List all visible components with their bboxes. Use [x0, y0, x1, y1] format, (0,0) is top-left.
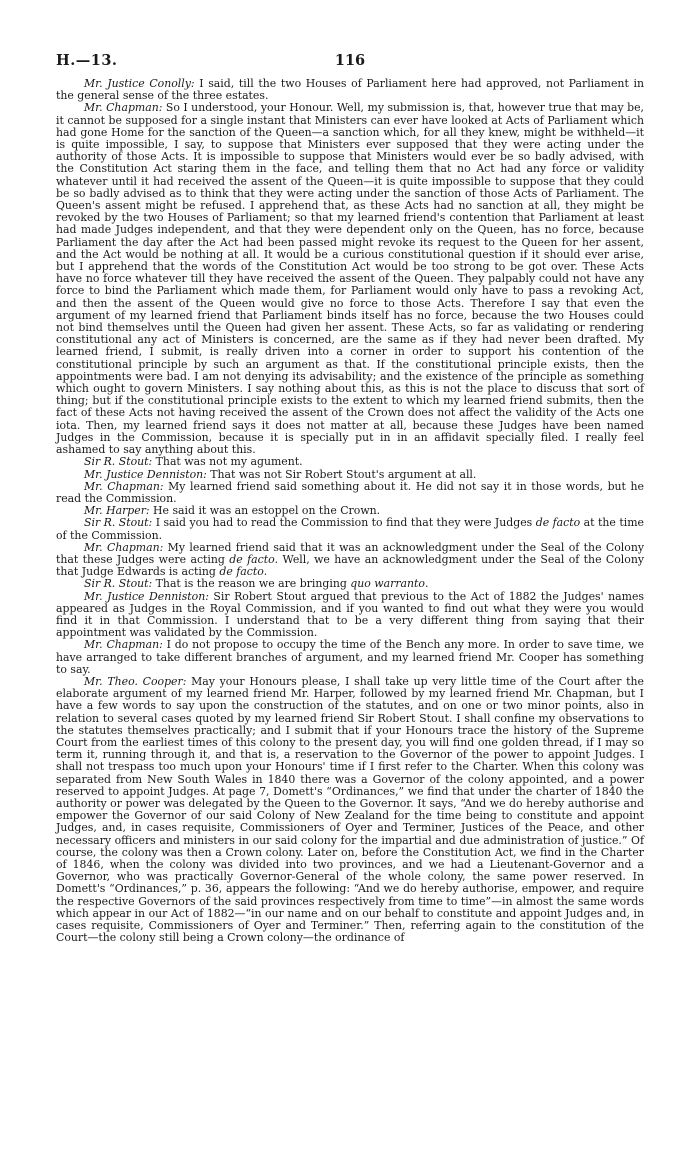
- paragraph-text: That is the reason we are bringing quo warranto.: [152, 577, 429, 591]
- paragraph-text: I said, till the two Houses of Parliament here had approved, not Parliament in the general sense of the three estates.: [56, 77, 644, 103]
- speaker-name: Sir R. Stout:: [84, 455, 153, 469]
- speaker-name: Mr. Chapman:: [84, 540, 164, 554]
- paragraph-text: I do not propose to occupy the time of the Bench any more. In order to save time, we have arranged to take different branches of argument, and my learned friend Mr. Cooper has something to say.: [56, 638, 644, 676]
- transcript-paragraph: [56, 542, 644, 579]
- speaker-name: Sir R. Stout:: [84, 577, 153, 591]
- paragraph-text: My learned friend said something about it. He did not say it in those words, but he read the Commission.: [56, 479, 644, 505]
- transcript-body: [56, 78, 644, 944]
- page-header: [56, 52, 644, 72]
- paragraph-text: That was not Sir Robert Stout's argument at all.: [206, 467, 477, 481]
- transcript-paragraph: [56, 517, 644, 541]
- page-number: 116: [334, 52, 366, 69]
- paragraph-text: That was not my agument.: [152, 455, 303, 469]
- transcript-paragraph: [56, 102, 644, 456]
- speaker-name: Sir R. Stout:: [84, 516, 153, 530]
- transcript-paragraph: [56, 639, 644, 676]
- paragraph-text: Sir Robert Stout argued that previous to the Act of 1882 the Judges' names appeared as Judges in the Royal Commission, and if you wanted to find out what they were you would find it in that Commission. I understand that to be a very different thing from saying that their appointment was validated by the Commission.: [56, 589, 645, 640]
- paragraph-text: My learned friend said that it was an acknowledgment under the Seal of the Colony that these Judges were acting de facto. Well, we have an acknowledgment under the Seal of the Colony that Judge Edwards is acting de facto.: [56, 540, 644, 579]
- transcript-paragraph: [56, 78, 644, 102]
- speaker-name: Mr. Chapman:: [84, 101, 163, 115]
- transcript-paragraph: [56, 481, 644, 505]
- document-reference: H.—13.: [56, 52, 118, 69]
- speaker-name: Mr. Chapman:: [84, 479, 164, 493]
- speaker-name: Mr. Harper:: [84, 504, 150, 518]
- speaker-name: Mr. Justice Conolly:: [84, 77, 195, 90]
- speaker-name: Mr. Chapman:: [84, 638, 163, 652]
- paragraph-text: May your Honours please, I shall take up very little time of the Court after the elaborate argument of my learned friend Mr. Harper, followed by my learned friend Mr. Chapman, but I have a few words to say upon the construction of the statutes, and on one or two minor points, also in relation to several cases quoted by my learned friend Sir Robert Stout. I shall confine my observations to the statutes themselves practically; and I submit that if your Honours trace the history of the Supreme Court from the earliest times of this colony to the present day, you will find one golden thread, if I may so term it, running through it, and that is, a reservation to the Governor of the power to appoint Judges. I shall not trespass too much upon your Honours' time if I first refer to the Charter. When this colony was separated from New South Wales in 1840 there was a Governor of the colony appointed, and a power reserved to appoint Judges. At page 7, Domett's “Ordinances,” we find that under the charter of 1840 the authority or power was delegated by the Queen to the Governor. It says, “And we do hereby authorise and empower the Governor of our said Colony of New Zealand for the time being to constitute and appoint Judges, and, in cases requisite, Commissioners of Oyer and Terminer, Justices of the Peace, and other necessary officers and ministers in our said colony for the impartial and due administration of justice.” Of course, the colony was then a Crown colony. Later on, before the Constitution Act, we find in the Charter of 1846, when the colony was divided into two provinces, and we had a Lieutenant-Governor and a Governor, who was practically Governor-General of the whole colony, the same power reserved. In Domett's “Ordinances,” p. 36, appears the following: “And we do hereby authorise, empower, and require the respective Governors of the said provinces respectively from time to time”—in almost the same words which appear in our Act of 1882—“in our name and on our behalf to constitute and appoint Judges and, in cases requisite, Commissioners of Oyer and Terminer.” Then, referring again to the constitution of the Court—the colony still being a Crown colony—the ordinance of: [56, 674, 644, 945]
- paragraph-text: He said it was an estoppel on the Crown.: [149, 504, 381, 518]
- paragraph-text: I said you had to read the Commission to find that they were Judges de facto at the time of the Commission.: [56, 516, 644, 542]
- transcript-paragraph: [56, 676, 644, 944]
- transcript-paragraph: [56, 591, 644, 640]
- speaker-name: Mr. Theo. Cooper:: [84, 674, 187, 688]
- speaker-name: Mr. Justice Denniston:: [84, 589, 209, 603]
- speaker-name: Mr. Justice Denniston:: [84, 467, 207, 481]
- paragraph-text: So I understood, your Honour. Well, my submission is, that, however true that may be, it cannot be supposed for a single instant that Ministers can ever have looked at Acts of Parliament which had gone Home for the sanction of the Queen—a sanction which, for all they knew, might be withheld—it is quite impossible, I say, to suppose that Ministers ever supposed that they were acting under the authority of those Acts. It is impossible to suppose that Ministers would ever be so badly advised, with the Constitution Act staring them in the face, and telling them that no Act had any force or validity whatever until it had received the assent of the Queen—it is quite impossible to suppose that they could be so badly advised as to think that they were acting under the sanction of those Acts of Parliament. The Queen's assent might be refused. I apprehend that, as these Acts had no sanction at all, they might be revoked by the two Houses of Parliament; so that my learned friend's contention that Parliament at least had made Judges independent, and that they were dependent only on the Queen, has no force, because Parliament the day after the Act had been passed might revoke its request to the Queen for her assent, and the Act would be nothing at all. It would be a curious constitutional question if it should ever arise, but I apprehend that the words of the Constitution Act would be too strong to be got over. These Acts have no force whatever till they have received the assent of the Queen. They palpably could not have any force to bind the Parliament which made them, for Parliament would only have to pass a revoking Act, and then the assent of the Queen would give no force to those Acts. Therefore I say that even the argument of my learned friend that Parliament binds itself has no force, because the two Houses could not bind themselves until the Queen had given her assent. These Acts, so far as validating or rendering constitutional any act of Ministers is concerned, are the same as if they had never been drafted. My learned friend, I submit, is really driven into a corner in order to support his contention of the constitutional principle by such an argument as that. If the constitutional principle exists, then the appointments were bad. I am not denying its advisability; and the existence of the principle as something which ought to govern Ministers. I say nothing about this, as this is not the place to discuss that sort of thing; but if the constitutional principle exists to the extent to which my learned friend submits, then the fact of these Acts not having received the assent of the Crown does not affect the validity of the Acts one iota. Then, my learned friend says it does not matter at all, because these Judges have been named Judges in the Commission, because it is specially put in in an affidavit specially filed. I really feel ashamed to say anything about this.: [56, 101, 644, 457]
